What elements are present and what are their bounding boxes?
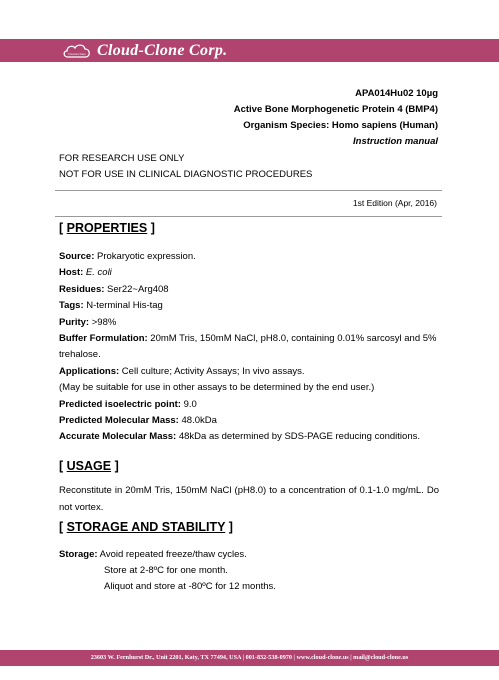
amm-label: Accurate Molecular Mass: <box>59 431 177 443</box>
notice-line-2: NOT FOR USE IN CLINICAL DIAGNOSTIC PROCEDURES <box>59 168 313 180</box>
usage-heading <box>59 459 119 473</box>
logo-lettering: Cloud-Clone <box>68 51 86 56</box>
prop-host <box>59 265 444 281</box>
cloud-logo-icon <box>62 42 92 60</box>
brand-name: Cloud-Clone Corp. <box>97 41 228 59</box>
brand-logo <box>62 40 227 61</box>
usage-heading-text: USAGE <box>66 459 112 473</box>
purity-value: >98% <box>89 316 117 328</box>
properties-bracket-close: ] <box>147 221 155 235</box>
storage-heading <box>59 520 233 534</box>
usage-bracket-close: ] <box>111 459 119 473</box>
applications-value: Cell culture; Activity Assays; In vivo assays. <box>119 365 305 377</box>
storage-line-3: Aliquot and store at -80ºC for 12 months. <box>104 581 276 593</box>
properties-heading <box>59 221 155 235</box>
prop-purity <box>59 315 444 331</box>
prop-buffer <box>59 331 444 364</box>
source-value: Prokaryotic expression. <box>94 251 196 262</box>
prop-applications <box>59 364 444 380</box>
prop-predicted-mass <box>59 413 444 429</box>
pi-value: 9.0 <box>180 398 197 410</box>
applications-note: (May be suitable for use in other assays to be determined by the end user.) <box>59 382 375 394</box>
tags-value: N-terminal His-tag <box>83 300 163 312</box>
source-label: Source: <box>59 251 95 262</box>
storage-bracket-open: [ <box>59 520 67 534</box>
residues-value: Ser22~Arg408 <box>104 283 169 295</box>
prop-source <box>59 249 444 265</box>
pi-label: Predicted isoelectric point: <box>59 398 181 410</box>
product-info <box>234 86 438 150</box>
buffer-label: Buffer Formulation: <box>59 333 148 345</box>
divider-edition <box>55 216 442 217</box>
storage-label: Storage: <box>59 549 98 560</box>
storage-heading-text: STORAGE AND STABILITY <box>66 520 226 534</box>
properties-bracket-open: [ <box>59 221 67 235</box>
storage-line-1 <box>59 547 444 563</box>
edition-label: 1st Edition (Apr, 2016) <box>352 198 437 208</box>
tags-label: Tags: <box>59 300 84 312</box>
footer-bar <box>0 650 499 666</box>
residues-label: Residues: <box>59 283 105 295</box>
usage-bracket-open: [ <box>59 459 67 473</box>
properties-heading-text: PROPERTIES <box>66 221 148 235</box>
applications-label: Applications: <box>59 365 120 377</box>
host-label: Host: <box>59 267 84 279</box>
host-value: E. coli <box>85 267 112 279</box>
product-code: APA014Hu02 10µg <box>355 88 438 99</box>
prop-accurate-mass <box>59 429 444 445</box>
notice-line-1: FOR RESEARCH USE ONLY <box>59 153 185 164</box>
prop-isoelectric-point <box>59 397 444 413</box>
doc-type: Instruction manual <box>353 136 438 147</box>
buffer-value: 20mM Tris, 150mM NaCl, pH8.0, containing 0.01% sarcosyl and 5% trehalose. <box>59 333 437 361</box>
prop-residues <box>59 282 444 298</box>
usage-text: Reconstitute in 20mM Tris, 150mM NaCl (pH8.0) to a concentration of 0.1-1.0 mg/mL. Do not vortex. <box>59 485 439 513</box>
storage-value: Avoid repeated freeze/thaw cycles. <box>97 549 247 560</box>
properties-list <box>59 249 444 446</box>
product-name: Active Bone Morphogenetic Protein 4 (BMP4) <box>233 104 438 115</box>
storage-bracket-close: ] <box>225 520 233 534</box>
research-notice <box>59 151 312 182</box>
footer-contact: 23603 W. Fernhurst Dr., Unit 2201, Katy, TX 77494, USA | 001-832-538-0970 | www.cloud-clone.us | mail@cloud-clone.us <box>90 654 409 661</box>
prop-tags <box>59 298 444 314</box>
divider-top <box>55 190 442 191</box>
purity-label: Purity: <box>59 316 90 328</box>
storage-line-2: Store at 2-8ºC for one month. <box>104 565 228 577</box>
pmm-label: Predicted Molecular Mass: <box>59 415 179 427</box>
organism-species: Organism Species: Homo sapiens (Human) <box>243 120 438 131</box>
pmm-value: 48.0kDa <box>178 415 217 427</box>
amm-value: 48kDa as determined by SDS-PAGE reducing conditions. <box>176 431 420 443</box>
storage-block <box>59 547 444 596</box>
